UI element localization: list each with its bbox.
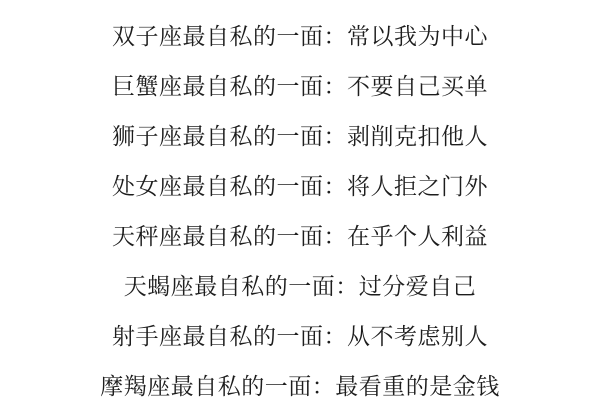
text-line: 天蝎座最自私的一面：过分爱自己 [123,274,477,300]
text-line: 射手座最自私的一面：从不考虑别人 [112,324,488,350]
text-line: 双子座最自私的一面：常以我为中心 [112,24,488,50]
text-line: 巨蟹座最自私的一面：不要自己买单 [112,74,488,100]
text-line: 狮子座最自私的一面：剥削克扣他人 [112,124,488,150]
text-line [0,0,600,12]
text-line: 天秤座最自私的一面：在乎个人利益 [112,224,488,250]
text-line: 处女座最自私的一面：将人拒之门外 [112,174,488,200]
text-line: 摩羯座最自私的一面：最看重的是金钱 [100,374,500,400]
